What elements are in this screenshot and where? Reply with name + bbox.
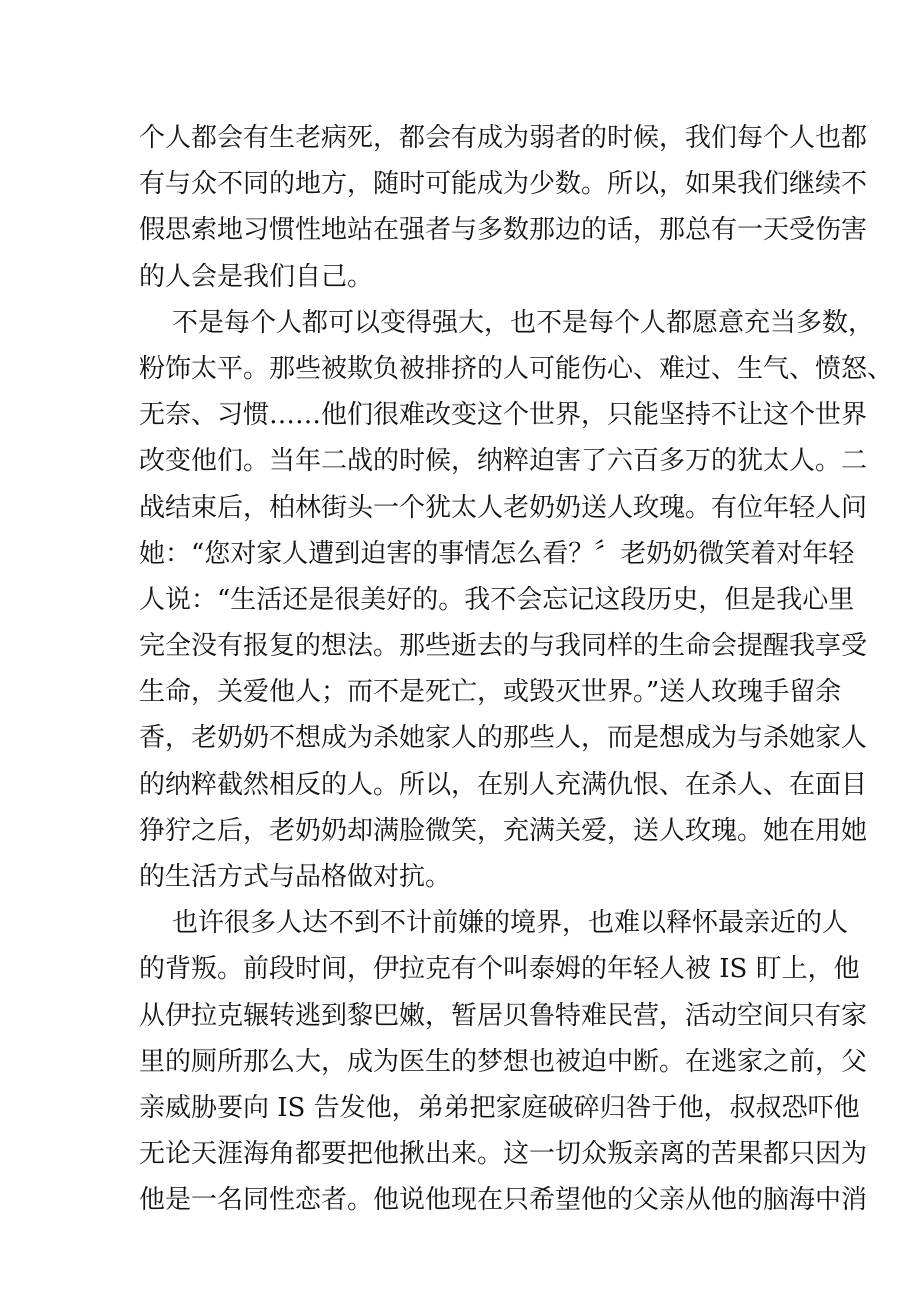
- text-line: 从伊拉克辗转逃到黎巴嫩，暂居贝鲁特难民营，活动空间只有家: [139, 1000, 868, 1031]
- text-line: 的背叛。前段时间，伊拉克有个叫泰姆的年轻人被 IS 盯上，他: [139, 954, 860, 985]
- text-line: 完全没有报复的想法。那些逝去的与我同样的生命会提醒我享受: [139, 631, 868, 662]
- text-line: 假思索地习惯性地站在强者与多数那边的话，那总有一天受伤害: [139, 215, 868, 246]
- text-line: 里的厕所那么大，成为医生的梦想也被迫中断。在逃家之前，父: [139, 1046, 868, 1077]
- text-line: 的人会是我们自己。: [139, 261, 374, 292]
- text-line: 的纳粹截然相反的人。所以，在别人充满仇恨、在杀人、在面目: [139, 769, 868, 800]
- document-body: [139, 115, 894, 1224]
- text-line: 粉饰太平。那些被欺负被排挤的人可能伤心、难过、生气、愤怒、: [139, 353, 894, 384]
- text-line: 无奈、习惯……他们很难改变这个世界，只能坚持不让这个世界: [139, 400, 868, 431]
- text-line: 生命，关爱他人；而不是死亡，或毁灭世界。”送人玫瑰手留余: [139, 677, 842, 708]
- text-line: 改变他们。当年二战的时候，纳粹迫害了六百多万的犹太人。二: [139, 446, 868, 477]
- text-line: 的生活方式与品格做对抗。: [139, 862, 452, 892]
- text-line: 个人都会有生老病死，都会有成为弱者的时候，我们每个人也都: [139, 123, 868, 153]
- text-line: 香，老奶奶不想成为杀她家人的那些人，而是想成为与杀她家人: [139, 723, 868, 754]
- text-line: 无论天涯海角都要把他揪出来。这一切众叛亲离的苦果都只因为: [139, 1139, 868, 1170]
- text-line: 也许很多人达不到不计前嫌的境界，也难以释怀最亲近的人: [139, 908, 849, 939]
- paragraph-3: [139, 900, 868, 1223]
- paragraph-2: [139, 300, 894, 900]
- text-line: 战结束后，柏林街头一个犹太人老奶奶送人玫瑰。有位年轻人问: [139, 492, 868, 523]
- text-line: 不是每个人都可以变得强大，也不是每个人都愿意充当多数，: [139, 307, 875, 338]
- text-line: 亲威胁要向 IS 告发他，弟弟把家庭破碎归咎于他，叔叔恐吓他: [139, 1092, 860, 1123]
- text-line: 有与众不同的地方，随时可能成为少数。所以，如果我们继续不: [139, 169, 868, 200]
- text-line: 她：“您对家人遭到迫害的事情怎么看？〞老奶奶微笑着对年轻: [139, 538, 855, 569]
- text-line: 人说：“生活还是很美好的。我不会忘记这段历史，但是我心里: [139, 584, 855, 615]
- text-line: 他是一名同性恋者。他说他现在只希望他的父亲从他的脑海中消: [139, 1185, 868, 1216]
- text-line: 狰狞之后，老奶奶却满脸微笑，充满关爱，送人玫瑰。她在用她: [139, 815, 868, 846]
- paragraph-1: [139, 115, 868, 300]
